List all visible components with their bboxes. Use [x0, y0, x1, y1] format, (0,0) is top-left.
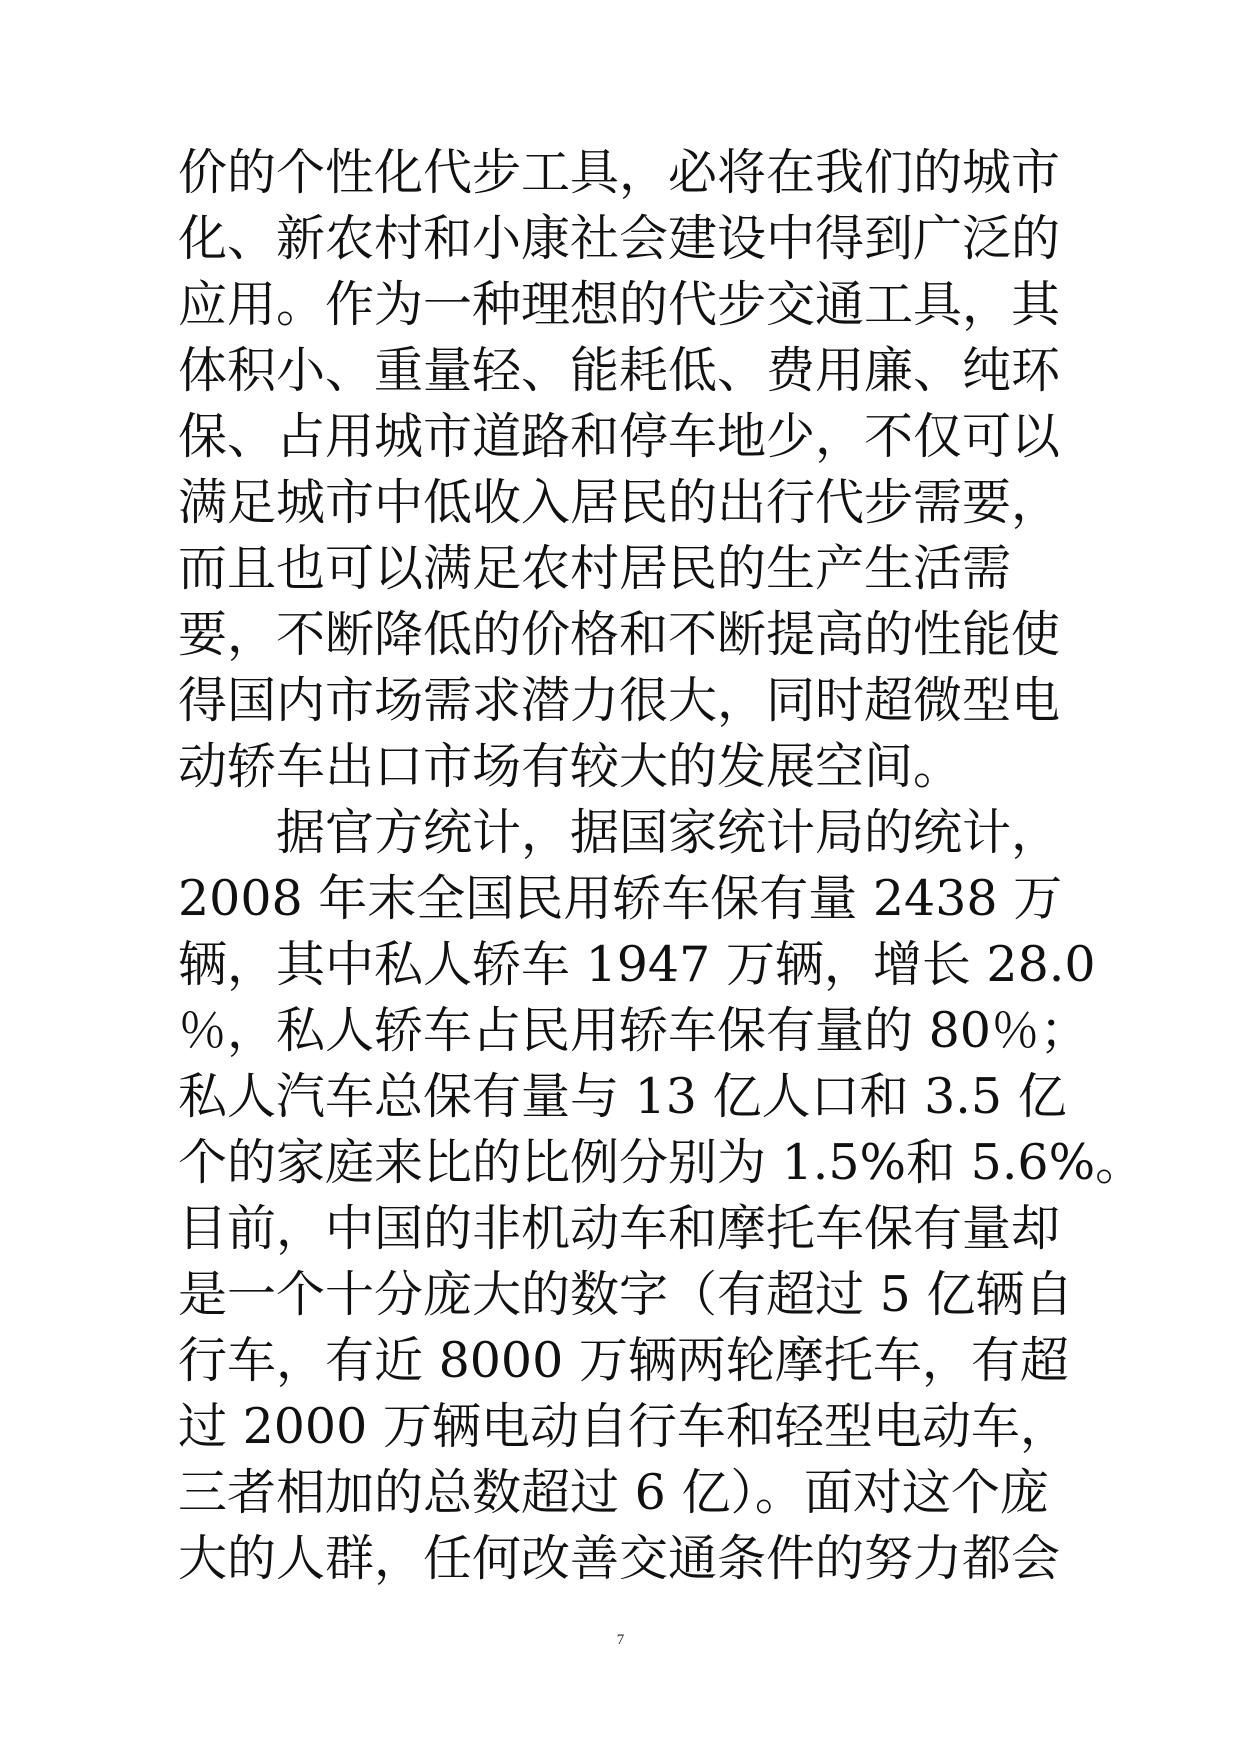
text-line: 应用。作为一种理想的代步交通工具，其 [178, 276, 1061, 333]
text-line: 三者相加的总数超过 6 亿）。面对这个庞 [178, 1464, 1049, 1521]
body-text [178, 140, 1145, 1592]
text-line: 而且也可以满足农村居民的生产生活需 [178, 540, 1012, 597]
text-line: 据官方统计，据国家统计局的统计， [178, 804, 1061, 861]
text-line: 大的人群，任何改善交通条件的努力都会 [178, 1530, 1061, 1587]
text-line: 私人汽车总保有量与 13 亿人口和 3.5 亿 [178, 1068, 1067, 1125]
text-line: 是一个十分庞大的数字（有超过 5 亿辆自 [178, 1266, 1074, 1323]
text-line: 动轿车出口市场有较大的发展空间。 [178, 738, 963, 795]
text-line: 行车，有近 8000 万辆两轮摩托车，有超 [178, 1332, 1069, 1389]
text-line: 过 2000 万辆电动自行车和轻型电动车， [178, 1398, 1069, 1455]
text-line: 2008 年末全国民用轿车保有量 2438 万 [178, 870, 1063, 927]
page-number: 7 [616, 1632, 625, 1648]
text-line: 化、新农村和小康社会建设中得到广泛的 [178, 210, 1061, 267]
text-line: 目前，中国的非机动车和摩托车保有量却 [178, 1200, 1061, 1257]
text-line: 得国内市场需求潜力很大，同时超微型电 [178, 672, 1061, 729]
text-line: 辆，其中私人轿车 1947 万辆，增长 28.0 [178, 936, 1096, 993]
text-line: ％，私人轿车占民用轿车保有量的 80％； [178, 1002, 1089, 1059]
text-line: 体积小、重量轻、能耗低、费用廉、纯环 [178, 342, 1061, 399]
text-line: 满足城市中低收入居民的出行代步需要， [178, 474, 1061, 531]
text-line: 要，不断降低的价格和不断提高的性能使 [178, 606, 1061, 663]
text-line: 个的家庭来比的比例分别为 1.5%和 5.6%。 [178, 1134, 1145, 1191]
text-line: 价的个性化代步工具，必将在我们的城市 [178, 144, 1061, 201]
text-line: 保、占用城市道路和停车地少，不仅可以 [178, 408, 1061, 465]
